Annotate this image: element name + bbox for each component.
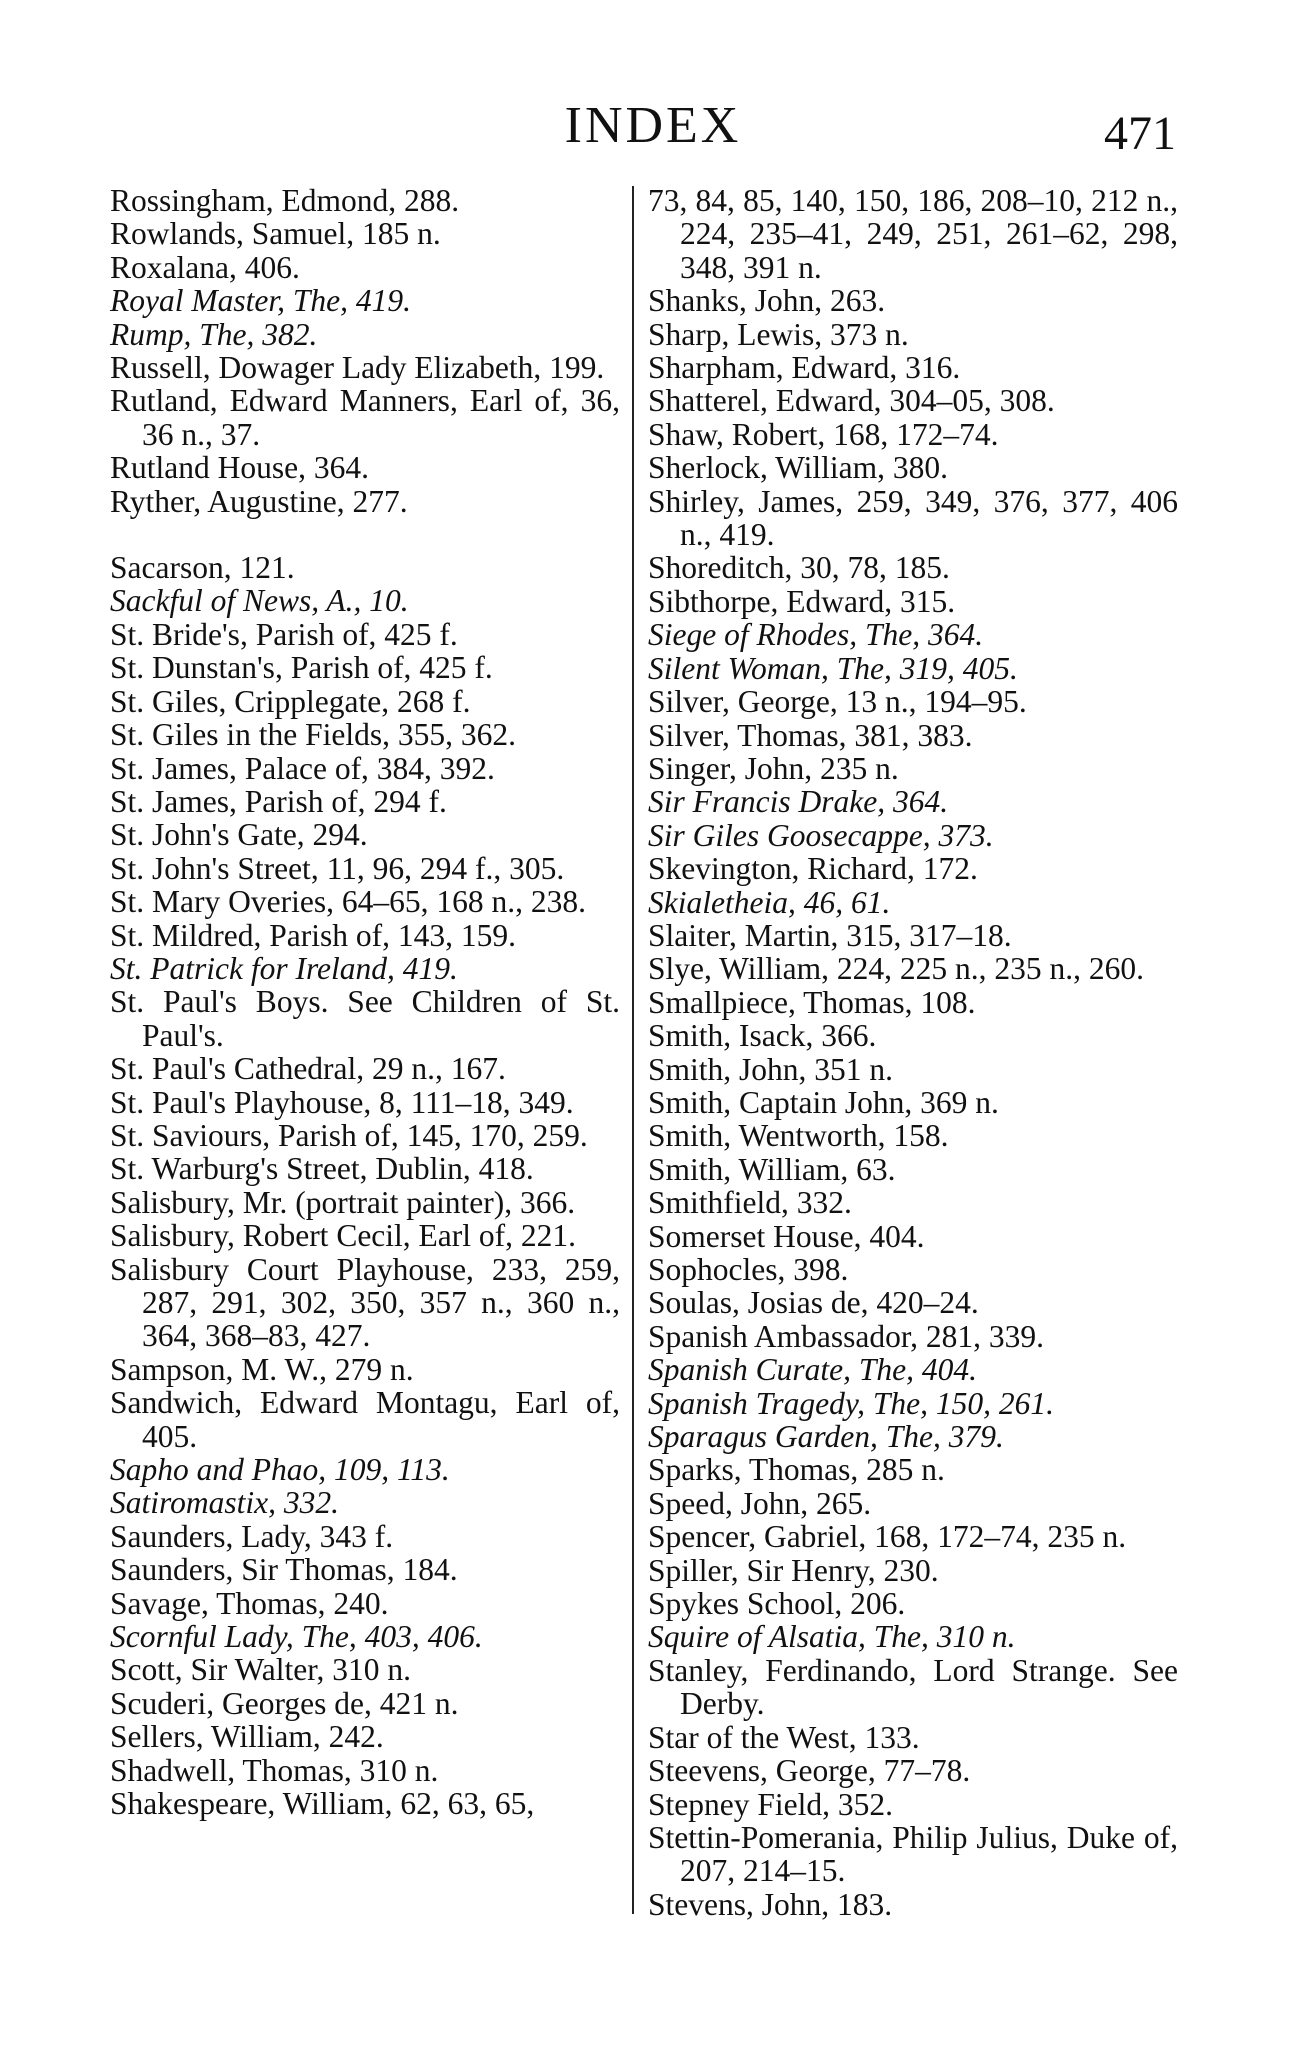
index-entry: St. John's Gate, 294. bbox=[110, 817, 368, 853]
index-entry: Shaw, Robert, 168, 172–74. bbox=[648, 416, 999, 452]
index-entry: Smithfield, 332. bbox=[648, 1185, 852, 1221]
index-entry: Skevington, Richard, 172. bbox=[648, 851, 978, 887]
index-entry: Rowlands, Samuel, 185 n. bbox=[110, 216, 441, 252]
index-entry: Silver, Thomas, 381, 383. bbox=[648, 717, 973, 753]
index-entry: Stevens, John, 183. bbox=[648, 1886, 893, 1922]
index-entry: Roxalana, 406. bbox=[110, 249, 300, 285]
index-entry: St. Saviours, Parish of, 145, 170, 259. bbox=[110, 1117, 588, 1153]
index-entry: St. John's Street, 11, 96, 294 f., 305. bbox=[110, 850, 565, 886]
index-entry: Shoreditch, 30, 78, 185. bbox=[648, 550, 950, 586]
column-divider bbox=[632, 186, 634, 1914]
page-header bbox=[0, 96, 1306, 160]
index-entry: Smallpiece, Thomas, 108. bbox=[648, 984, 976, 1020]
index-entry: Sapho and Phao, 109, 113. bbox=[110, 1452, 450, 1488]
index-entry: Singer, John, 235 n. bbox=[648, 750, 899, 786]
index-entry: Silent Woman, The, 319, 405. bbox=[648, 650, 1018, 686]
index-entry: Salisbury, Mr. (portrait painter), 366. bbox=[110, 1184, 576, 1220]
index-entry: Soulas, Josias de, 420–24. bbox=[648, 1285, 979, 1321]
index-entry: Stepney Field, 352. bbox=[648, 1786, 893, 1822]
index-entry: Royal Master, The, 419. bbox=[110, 283, 411, 319]
index-entry: Shadwell, Thomas, 310 n. bbox=[110, 1752, 439, 1788]
index-entry: Steevens, George, 77–78. bbox=[648, 1753, 971, 1789]
index-entry: Smith, Captain John, 369 n. bbox=[648, 1084, 999, 1120]
index-entry: Spanish Tragedy, The, 150, 261. bbox=[648, 1385, 1055, 1421]
index-entry: Spykes School, 206. bbox=[648, 1586, 906, 1622]
index-entry: Sparagus Garden, The, 379. bbox=[648, 1419, 1004, 1455]
index-entry: Sharpham, Edward, 316. bbox=[648, 350, 961, 386]
index-entry: St. Mildred, Parish of, 143, 159. bbox=[110, 917, 516, 953]
index-entry: St. Giles in the Fields, 355, 362. bbox=[110, 717, 517, 753]
index-entry: Stanley, Ferdinando, Lord Strange. See Derby. bbox=[648, 1652, 1178, 1722]
index-entry: St. Paul's Boys. See Children of St. Paul's. bbox=[110, 984, 620, 1053]
index-entry: Smith, Wentworth, 158. bbox=[648, 1118, 949, 1154]
index-entry: St. Patrick for Ireland, 419. bbox=[110, 950, 458, 986]
index-entry: St. Paul's Playhouse, 8, 111–18, 349. bbox=[110, 1084, 574, 1120]
index-entry: Stettin-Pomerania, Philip Julius, Duke of, 207, 214–15. bbox=[648, 1819, 1178, 1889]
index-entry: Sir Giles Goosecappe, 373. bbox=[648, 817, 994, 853]
right-index-column bbox=[648, 184, 1178, 1921]
index-entry: Ryther, Augustine, 277. bbox=[110, 483, 408, 519]
page-title: INDEX bbox=[564, 97, 742, 154]
index-entry: Rutland, Edward Manners, Earl of, 36, 36 n., 37. bbox=[110, 383, 620, 452]
index-entry: Sandwich, Edward Montagu, Earl of, 405. bbox=[110, 1385, 620, 1454]
index-entry: Scornful Lady, The, 403, 406. bbox=[110, 1619, 483, 1655]
index-entry: Rump, The, 382. bbox=[110, 316, 318, 352]
index-entry: Salisbury, Robert Cecil, Earl of, 221. bbox=[110, 1218, 576, 1254]
index-entry: Squire of Alsatia, The, 310 n. bbox=[648, 1619, 1016, 1655]
index-entry: St. Warburg's Street, Dublin, 418. bbox=[110, 1151, 534, 1187]
index-entry: Shakespeare, William, 62, 63, 65, bbox=[110, 1786, 535, 1822]
index-entry: Spanish Ambassador, 281, 339. bbox=[648, 1318, 1044, 1354]
index-entry: Shatterel, Edward, 304–05, 308. bbox=[648, 383, 1055, 419]
index-entry: Smith, Isack, 366. bbox=[648, 1018, 877, 1054]
index-entry: St. Dunstan's, Parish of, 425 f. bbox=[110, 650, 493, 686]
index-entry: Satiromastix, 332. bbox=[110, 1485, 339, 1521]
index-entry: Rossingham, Edmond, 288. bbox=[110, 183, 460, 218]
index-entry: Sherlock, William, 380. bbox=[648, 450, 948, 486]
index-entry: Sir Francis Drake, 364. bbox=[648, 784, 949, 820]
index-entry: Slye, William, 224, 225 n., 235 n., 260. bbox=[648, 951, 1145, 987]
index-entry: Sellers, William, 242. bbox=[110, 1719, 384, 1755]
index-entry: Sibthorpe, Edward, 315. bbox=[648, 583, 956, 619]
index-entry: Siege of Rhodes, The, 364. bbox=[648, 617, 984, 653]
index-entry: Sophocles, 398. bbox=[648, 1252, 849, 1287]
index-entry: Scuderi, Georges de, 421 n. bbox=[110, 1685, 459, 1721]
index-entry: Smith, John, 351 n. bbox=[648, 1051, 894, 1087]
index-entry: Rutland House, 364. bbox=[110, 450, 369, 486]
index-entry: Silver, George, 13 n., 194–95. bbox=[648, 684, 1027, 720]
index-entry: Russell, Dowager Lady Elizabeth, 199. bbox=[110, 350, 605, 386]
page-number: 471 bbox=[1104, 107, 1176, 160]
index-entry: Sacarson, 121. bbox=[110, 550, 295, 586]
index-entry: Star of the West, 133. bbox=[648, 1719, 920, 1755]
index-entry: Saunders, Sir Thomas, 184. bbox=[110, 1552, 458, 1588]
left-index-column bbox=[110, 184, 620, 1821]
index-entry: St. Bride's, Parish of, 425 f. bbox=[110, 616, 458, 652]
index-entry: St. James, Parish of, 294 f. bbox=[110, 783, 447, 819]
index-entry: Somerset House, 404. bbox=[648, 1218, 925, 1254]
index-entry: Scott, Sir Walter, 310 n. bbox=[110, 1652, 411, 1688]
index-entry: Skialetheia, 46, 61. bbox=[648, 884, 891, 920]
index-entry: Slaiter, Martin, 315, 317–18. bbox=[648, 917, 1012, 953]
index-entry: Spanish Curate, The, 404. bbox=[648, 1352, 978, 1388]
index-entry: Speed, John, 265. bbox=[648, 1485, 872, 1521]
index-entry: Sackful of News, A., 10. bbox=[110, 583, 409, 619]
index-entry: Spencer, Gabriel, 168, 172–74, 235 n. bbox=[648, 1519, 1127, 1555]
index-entry: Smith, William, 63. bbox=[648, 1151, 896, 1187]
index-entry: 73, 84, 85, 140, 150, 186, 208–10, 212 n., 224, 235–41, 249, 251, 261–62, 298, 348, 391 n. bbox=[648, 183, 1178, 285]
index-entry: Savage, Thomas, 240. bbox=[110, 1585, 389, 1621]
index-entry: Salisbury Court Playhouse, 233, 259, 287, 291, 302, 350, 357 n., 360 n., 364, 368–83, 427. bbox=[110, 1251, 620, 1354]
index-entry: Saunders, Lady, 343 f. bbox=[110, 1518, 394, 1554]
index-entry: Shanks, John, 263. bbox=[648, 283, 886, 319]
index-entry: Sampson, M. W., 279 n. bbox=[110, 1351, 414, 1387]
index-entry: Sharp, Lewis, 373 n. bbox=[648, 316, 909, 352]
index-entry: Spiller, Sir Henry, 230. bbox=[648, 1552, 939, 1588]
index-entry: Shirley, James, 259, 349, 376, 377, 406 n., 419. bbox=[648, 483, 1178, 553]
index-entry: Sparks, Thomas, 285 n. bbox=[648, 1452, 945, 1488]
index-entry: St. Giles, Cripplegate, 268 f. bbox=[110, 683, 471, 719]
index-entry: St. Mary Overies, 64–65, 168 n., 238. bbox=[110, 884, 586, 920]
index-entry: St. James, Palace of, 384, 392. bbox=[110, 750, 495, 786]
index-entry: St. Paul's Cathedral, 29 n., 167. bbox=[110, 1051, 506, 1087]
